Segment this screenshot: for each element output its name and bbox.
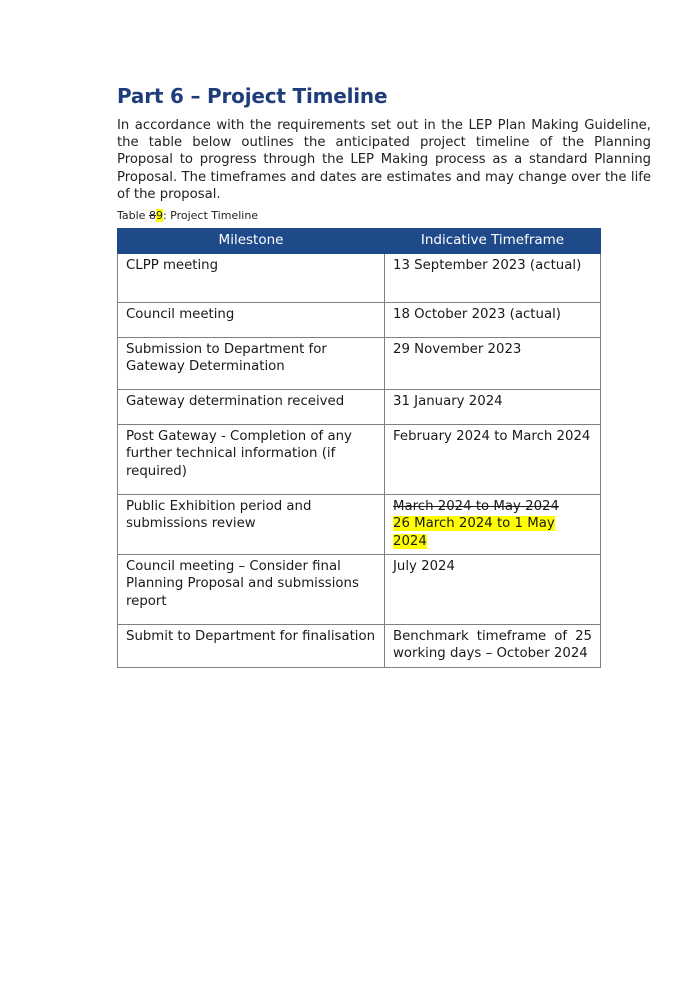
milestone-cell: Post Gateway - Completion of any further technical information (if required) [118, 425, 385, 495]
timeline-table [117, 228, 601, 667]
timeframe-cell: February 2024 to March 2024 [385, 425, 601, 495]
timeframe-cell: 18 October 2023 (actual) [385, 303, 601, 338]
caption-prefix: Table [117, 209, 149, 223]
header-timeframe: Indicative Timeframe [385, 229, 601, 254]
page-title: Part 6 – Project Timeline [117, 84, 388, 108]
table-row [118, 554, 601, 624]
intro-paragraph: In accordance with the requirements set out in the LEP Plan Making Guideline, the table below outlines the anticipated project timeline of the Planning Proposal to progress through the LEP Making process as a standard Planning Proposal. The timeframes and dates are estimates and may change over the life of the proposal. [117, 118, 651, 202]
milestone-cell: Council meeting – Consider final Planning Proposal and submissions report [118, 554, 385, 624]
timeframe-cell: Benchmark timeframe of 25 working days – October 2024 [385, 624, 601, 667]
table-row [118, 338, 601, 390]
caption-suffix: : Project Timeline [162, 209, 259, 223]
caption-new-number: 9 [155, 209, 163, 223]
timeframe-cell: 31 January 2024 [385, 390, 601, 425]
table-row [118, 495, 601, 555]
table-header-row [118, 229, 601, 254]
table-caption [117, 209, 651, 222]
milestone-cell: CLPP meeting [118, 254, 385, 303]
caption-old-number: 8 [148, 209, 156, 223]
milestone-cell: Submission to Department for Gateway Determination [118, 338, 385, 390]
table-row [118, 390, 601, 425]
timeframe-cell: 13 September 2023 (actual) [385, 254, 601, 303]
milestone-cell: Public Exhibition period and submissions review [118, 495, 385, 555]
timeframe-new: 26 March 2024 to 1 May 2024 [393, 516, 555, 549]
timeframe-cell: July 2024 [385, 554, 601, 624]
table-row [118, 254, 601, 303]
milestone-cell: Council meeting [118, 303, 385, 338]
timeframe-cell: 29 November 2023 [385, 338, 601, 390]
milestone-cell: Gateway determination received [118, 390, 385, 425]
timeframe-cell [385, 495, 601, 555]
timeframe-old: March 2024 to May 2024 [393, 499, 559, 515]
table-row [118, 425, 601, 495]
table-row [118, 624, 601, 667]
document-page [117, 84, 651, 668]
table-row [118, 303, 601, 338]
header-milestone: Milestone [118, 229, 385, 254]
milestone-cell: Submit to Department for finalisation [118, 624, 385, 667]
